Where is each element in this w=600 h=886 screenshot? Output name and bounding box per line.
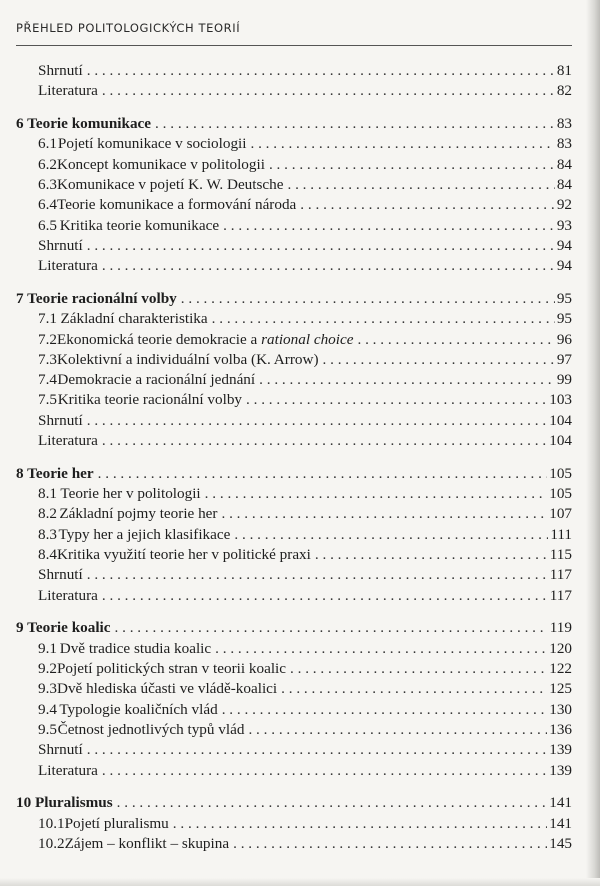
toc-entry <box>16 639 572 659</box>
chapter-number: 9 <box>16 619 24 637</box>
toc-entry <box>16 411 572 431</box>
entry-title <box>58 720 245 740</box>
title-text: Teorie racionální volby <box>27 289 177 307</box>
section-number: 7.4 <box>38 371 57 389</box>
toc-entry <box>16 484 572 504</box>
dot-leader <box>98 464 548 484</box>
title-text: Shrnutí <box>38 62 83 79</box>
page-number: 117 <box>549 586 572 604</box>
dot-leader <box>357 330 554 350</box>
page-number: 104 <box>549 411 572 429</box>
page-number: 130 <box>549 700 572 718</box>
entry-title <box>57 330 353 350</box>
dot-leader <box>181 289 555 309</box>
section-number: 9.1 <box>38 639 57 657</box>
page-number: 136 <box>549 720 572 738</box>
page-number: 82 <box>556 82 572 100</box>
entry-title <box>16 289 177 309</box>
page-number: 141 <box>549 794 572 812</box>
toc-chapter <box>16 289 572 309</box>
entry-title <box>16 464 94 484</box>
page-number: 105 <box>549 485 572 503</box>
toc-entry <box>16 390 572 410</box>
dot-leader <box>102 431 547 451</box>
dot-leader <box>233 834 547 854</box>
page-number: 139 <box>549 741 572 759</box>
title-text: Literatura <box>38 257 98 275</box>
page-number: 115 <box>549 546 572 564</box>
toc-entry <box>16 309 572 329</box>
entry-title <box>57 545 311 565</box>
entry-title <box>60 484 200 504</box>
page-bottom-edge <box>0 878 600 886</box>
toc-entry <box>16 814 572 834</box>
entry-title <box>57 679 277 699</box>
page-number: 84 <box>556 155 572 173</box>
dot-leader <box>281 679 547 699</box>
section-number: 9.3 <box>38 680 57 698</box>
dot-leader <box>87 236 555 256</box>
entry-title <box>59 525 231 545</box>
title-text: Literatura <box>38 586 98 604</box>
dot-leader <box>259 370 555 390</box>
page-number: 117 <box>549 566 572 584</box>
table-of-contents <box>16 61 572 854</box>
dot-leader <box>87 740 547 760</box>
dot-leader <box>155 114 555 134</box>
toc-chapter <box>16 618 572 638</box>
page-number: 111 <box>550 525 572 543</box>
entry-title <box>60 639 211 659</box>
page-number: 139 <box>549 761 572 779</box>
title-text: Dvě hlediska účasti ve vládě-koalici <box>56 680 278 698</box>
title-text: Komunikace v pojetí K. W. Deutsche <box>56 175 284 193</box>
dot-leader <box>205 484 548 504</box>
page-number: 141 <box>549 814 572 832</box>
dot-leader <box>87 411 547 431</box>
toc-entry <box>16 195 572 215</box>
toc-entry <box>16 525 572 545</box>
toc-entry <box>16 679 572 699</box>
entry-title <box>38 256 98 276</box>
title-text: Teorie komunikace <box>27 115 152 133</box>
toc-entry <box>16 350 572 370</box>
dot-leader <box>246 390 547 410</box>
toc-entry <box>16 175 572 195</box>
entry-title <box>60 216 219 236</box>
section-number: 8.2 <box>38 505 57 523</box>
dot-leader <box>212 309 555 329</box>
entry-title <box>38 761 98 781</box>
page-number: 105 <box>549 464 572 482</box>
entry-title <box>38 431 98 451</box>
title-text: Četnost jednotlivých typů vlád <box>57 720 245 738</box>
page-number: 119 <box>549 619 572 637</box>
dot-leader <box>173 814 547 834</box>
entry-title <box>65 814 169 834</box>
dot-leader <box>287 175 554 195</box>
page-number: 97 <box>556 350 572 368</box>
toc-entry <box>16 134 572 154</box>
section-number: 8.1 <box>38 485 57 503</box>
dot-leader <box>315 545 548 565</box>
dot-leader <box>300 195 555 215</box>
page-number: 94 <box>556 257 572 275</box>
entry-title <box>57 155 265 175</box>
title-text: Ekonomická teorie demokracie a <box>56 330 258 348</box>
entry-title <box>57 350 319 370</box>
title-text: Teorie her <box>27 464 94 482</box>
page-number: 107 <box>549 505 572 523</box>
toc-entry <box>16 834 572 854</box>
title-text: Pojetí komunikace v sociologii <box>57 135 247 153</box>
toc-chapter <box>16 464 572 484</box>
title-text: Kolektivní a individuální volba (K. Arrow) <box>56 350 319 368</box>
dot-leader <box>102 586 548 606</box>
toc-entry <box>16 565 572 585</box>
page-number: 83 <box>556 115 572 133</box>
entry-title <box>16 793 113 813</box>
dot-leader <box>223 216 555 236</box>
dot-leader <box>323 350 555 370</box>
dot-leader <box>102 256 555 276</box>
entry-title <box>38 740 83 760</box>
section-number: 7.1 <box>38 310 57 328</box>
page-number: 99 <box>556 371 572 389</box>
title-text: Zájem – konflikt – skupina <box>64 834 230 852</box>
page-number: 145 <box>549 834 572 852</box>
toc-entry <box>16 700 572 720</box>
page-number: 104 <box>549 432 572 450</box>
entry-title <box>57 370 255 390</box>
entry-title <box>58 134 247 154</box>
entry-title <box>38 565 83 585</box>
title-text: Základní charakteristika <box>60 310 208 328</box>
toc-entry <box>16 504 572 524</box>
entry-title <box>58 390 242 410</box>
page-number: 122 <box>549 660 572 678</box>
dot-leader <box>222 700 548 720</box>
page-number: 95 <box>556 310 572 328</box>
section-number: 6.3 <box>38 175 57 193</box>
dot-leader <box>290 659 547 679</box>
title-text: Kritika využití teorie her v politické praxi <box>56 546 311 564</box>
section-number: 6.4 <box>38 196 57 214</box>
entry-title <box>59 700 217 720</box>
title-text: Dvě tradice studia koalic <box>59 639 212 657</box>
chapter-number: 6 <box>16 115 24 133</box>
page-number: 92 <box>556 196 572 214</box>
toc-entry <box>16 330 572 350</box>
dot-leader <box>115 618 548 638</box>
title-text: Pojetí politických stran v teorii koalic <box>56 660 287 678</box>
title-text: Shrnutí <box>38 411 83 429</box>
toc-entry <box>16 155 572 175</box>
page-number: 125 <box>549 680 572 698</box>
dot-leader <box>102 81 555 101</box>
title-text: Koncept komunikace v politologii <box>56 155 265 173</box>
dot-leader <box>102 761 547 781</box>
section-number: 8.4 <box>38 546 57 564</box>
dot-leader <box>221 504 547 524</box>
title-text: Typy her a jejich klasifikace <box>58 525 231 543</box>
section-number: 6.5 <box>38 216 57 234</box>
toc-entry <box>16 720 572 740</box>
page-number: 96 <box>556 330 572 348</box>
title-text: Pojetí pluralismu <box>64 814 169 832</box>
dot-leader <box>117 793 548 813</box>
page-number: 103 <box>549 391 572 409</box>
dot-leader <box>87 61 555 81</box>
entry-title <box>59 504 217 524</box>
title-text: Literatura <box>38 432 98 450</box>
title-text: Literatura <box>38 82 98 100</box>
section-number: 9.4 <box>38 700 57 718</box>
header-rule <box>16 45 572 46</box>
title-text: Teorie koalic <box>27 619 111 637</box>
title-text: Základní pojmy teorie her <box>59 505 218 523</box>
running-header: PŘEHLED POLITOLOGICKÝCH TEORIÍ <box>16 21 241 35</box>
toc-entry <box>16 81 572 101</box>
toc-entry <box>16 586 572 606</box>
entry-title <box>38 81 98 101</box>
section-number: 7.3 <box>38 350 57 368</box>
page-number: 81 <box>556 62 572 79</box>
page-edge-shadow <box>586 0 600 886</box>
section-number: 7.5 <box>38 391 57 409</box>
title-text: Teorie her v politologii <box>60 485 201 503</box>
entry-title <box>16 618 111 638</box>
chapter-number: 7 <box>16 289 24 307</box>
dot-leader <box>269 155 555 175</box>
chapter-number: 8 <box>16 464 24 482</box>
toc-chapter <box>16 114 572 134</box>
title-text: Kritika teorie racionální volby <box>57 391 243 409</box>
toc-entry <box>16 61 572 81</box>
title-text: Demokracie a racionální jednání <box>57 371 256 389</box>
entry-title <box>16 114 151 134</box>
toc-entry <box>16 431 572 451</box>
entry-title <box>38 586 98 606</box>
title-text: Kritika teorie komunikace <box>59 216 220 234</box>
chapter-number: 10 <box>16 794 32 812</box>
entry-title <box>38 61 83 81</box>
section-number: 9.2 <box>38 660 57 678</box>
entry-title <box>38 236 83 256</box>
page-number: 83 <box>556 135 572 153</box>
section-number: 9.5 <box>38 720 57 738</box>
page-number: 84 <box>556 175 572 193</box>
title-text: Shrnutí <box>38 741 83 759</box>
entry-title <box>38 411 83 431</box>
dot-leader <box>234 525 548 545</box>
entry-title <box>65 834 230 854</box>
dot-leader <box>248 720 547 740</box>
section-number: 10.1 <box>38 814 65 832</box>
title-text: Literatura <box>38 761 98 779</box>
page-number: 120 <box>549 639 572 657</box>
toc-chapter <box>16 793 572 813</box>
entry-title <box>57 195 296 215</box>
entry-title <box>57 175 284 195</box>
toc-entry <box>16 545 572 565</box>
toc-entry <box>16 216 572 236</box>
section-number: 10.2 <box>38 834 65 852</box>
title-italic: rational choice <box>261 330 354 348</box>
page-number: 95 <box>556 289 572 307</box>
page-number: 94 <box>556 236 572 254</box>
section-number: 6.1 <box>38 135 57 153</box>
toc-entry <box>16 370 572 390</box>
toc-entry <box>16 740 572 760</box>
page-number: 93 <box>556 216 572 234</box>
entry-title <box>60 309 207 329</box>
dot-leader <box>87 565 548 585</box>
title-text: Shrnutí <box>38 566 83 584</box>
section-number: 6.2 <box>38 155 57 173</box>
title-text: Typologie koaličních vlád <box>59 700 218 718</box>
section-number: 7.2 <box>38 330 57 348</box>
title-text: Pluralismus <box>34 794 113 812</box>
entry-title <box>57 659 286 679</box>
toc-entry <box>16 256 572 276</box>
title-text: Teorie komunikace a formování národa <box>56 196 297 214</box>
toc-entry <box>16 236 572 256</box>
title-text: Shrnutí <box>38 236 83 254</box>
dot-leader <box>215 639 547 659</box>
dot-leader <box>250 134 554 154</box>
section-number: 8.3 <box>38 525 57 543</box>
toc-entry <box>16 761 572 781</box>
toc-entry <box>16 659 572 679</box>
